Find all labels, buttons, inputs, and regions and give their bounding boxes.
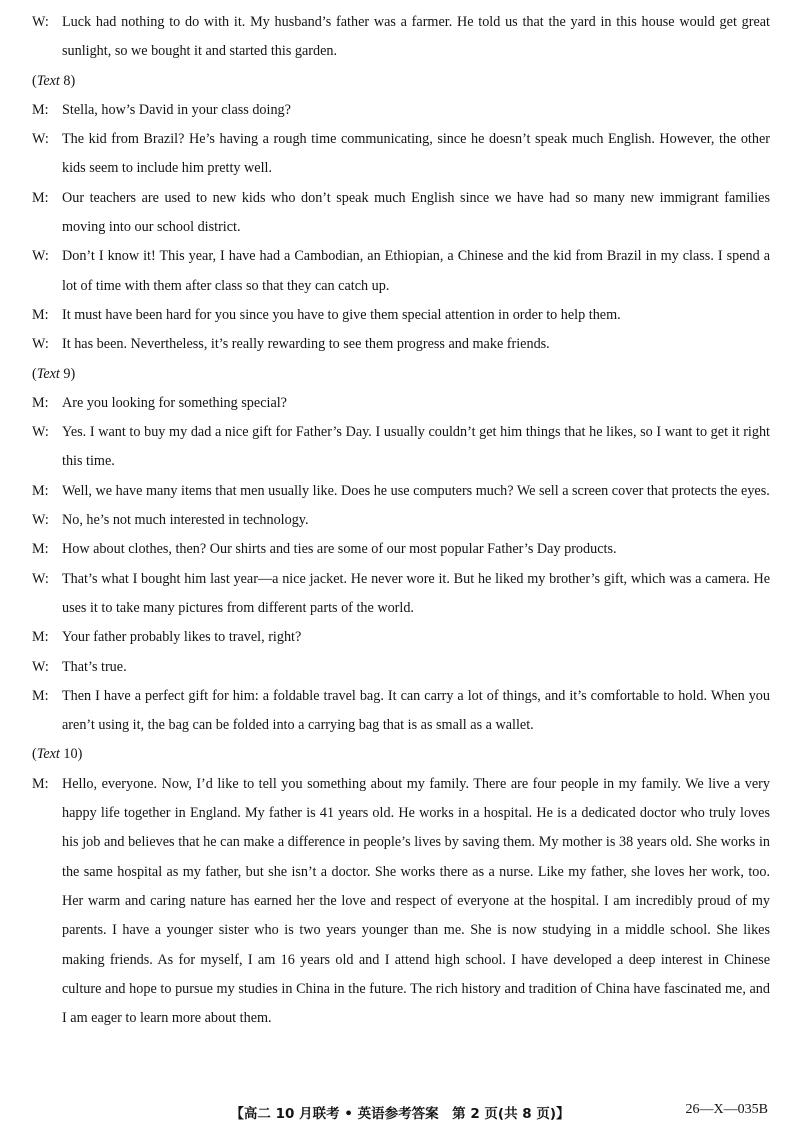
dialogue-line bbox=[32, 389, 770, 418]
dialogue-line bbox=[32, 770, 770, 1034]
utterance: Yes. I want to buy my dad a nice gift for Father’s Day. I usually couldn’t get him things that he likes, so I want to get it right this time. bbox=[62, 424, 770, 470]
speaker: M: bbox=[32, 306, 49, 323]
speaker: M: bbox=[32, 541, 49, 558]
document-body bbox=[32, 8, 770, 1033]
page-footer bbox=[0, 1102, 800, 1128]
dialogue-line bbox=[32, 682, 770, 741]
footer-title: 【高二 10 月联考 • 英语参考答案 第 2 页(共 8 页)】 bbox=[230, 1106, 570, 1122]
speaker: W: bbox=[32, 570, 49, 587]
utterance: It has been. Nevertheless, it’s really rewarding to see them progress and make friends. bbox=[62, 336, 550, 353]
utterance: That’s what I bought him last year—a nice jacket. He never wore it. But he liked my brother’s gift, which was a camera. He uses it to take many pictures from different parts of the world. bbox=[62, 570, 770, 616]
utterance: Well, we have many items that men usually like. Does he use computers much? We sell a screen cover that protects the eyes. bbox=[62, 482, 770, 499]
dialogue-line bbox=[32, 565, 770, 624]
speaker: M: bbox=[32, 775, 49, 792]
dialogue-line bbox=[32, 506, 770, 535]
speaker: M: bbox=[32, 101, 49, 118]
dialogue-line bbox=[32, 8, 770, 67]
utterance: Luck had nothing to do with it. My husband’s father was a farmer. He told us that the yard in this house would get great sunlight, so we bought it and started this garden. bbox=[62, 14, 770, 60]
speaker: M: bbox=[32, 482, 49, 499]
speaker: W: bbox=[32, 658, 49, 675]
section-label: (Text 9) bbox=[32, 365, 76, 382]
dialogue-line bbox=[32, 477, 770, 506]
utterance: Are you looking for something special? bbox=[62, 394, 287, 411]
speaker: M: bbox=[32, 189, 49, 206]
utterance: Your father probably likes to travel, right? bbox=[62, 629, 302, 646]
speaker: M: bbox=[32, 629, 49, 646]
dialogue-line bbox=[32, 330, 770, 359]
dialogue-line bbox=[32, 96, 770, 125]
utterance: Then I have a perfect gift for him: a foldable travel bag. It can carry a lot of things, and it’s comfortable to hold. When you aren’t using it, the bag can be folded into a carrying bag that is as small as a wallet. bbox=[62, 687, 770, 734]
utterance: It must have been hard for you since you have to give them special attention in order to help them. bbox=[62, 306, 621, 323]
utterance: Stella, how’s David in your class doing? bbox=[62, 101, 291, 118]
utterance: No, he’s not much interested in technology. bbox=[62, 512, 309, 529]
utterance: Our teachers are used to new kids who don’t speak much English since we have had so many new immigrant families moving into our school district. bbox=[62, 189, 770, 236]
utterance: Don’t I know it! This year, I have had a Cambodian, an Ethiopian, a Chinese and the kid from Brazil in my class. I spend a lot of time with them after class so that they can catch up. bbox=[62, 248, 770, 294]
speaker: W: bbox=[32, 424, 49, 441]
utterance: Hello, everyone. Now, I’d like to tell you something about my family. There are four people in my family. We live a very happy life together in England. My father is 41 years old. He works in a hospital. He is a dedicated doctor who truly loves his job and believes that he can make a difference in people’s lives by saving them. My mother is 38 years old. She works in the same hospital as my father, but she isn’t a doctor. She works there as a nurse. Like my father, she loves her work, too. Her warm and caring nature has earned her the love and respect of everyone at the hospital. I am incredibly proud of my parents. I have a younger sister who is two years younger than me. She is now studying in a middle school. She likes making friends. As for myself, I am 16 years old and I attend high school. I have developed a deep interest in Chinese culture and hope to pursue my studies in China in the future. The rich history and tradition of China have fascinated me, and I am eager to learn more about them. bbox=[62, 775, 770, 1027]
dialogue-line bbox=[32, 535, 770, 564]
utterance: The kid from Brazil? He’s having a rough time communicating, since he doesn’t speak much English. However, the other kids seem to include him pretty well. bbox=[62, 131, 770, 177]
speaker: W: bbox=[32, 248, 49, 265]
section-label: (Text 10) bbox=[32, 746, 83, 763]
dialogue-line bbox=[32, 301, 770, 330]
dialogue-line bbox=[32, 418, 770, 477]
speaker: W: bbox=[32, 14, 49, 30]
utterance: How about clothes, then? Our shirts and ties are some of our most popular Father’s Day products. bbox=[62, 541, 617, 558]
speaker: W: bbox=[32, 512, 49, 529]
dialogue-line bbox=[32, 653, 770, 682]
footer-code: 26—X—035B bbox=[685, 1102, 768, 1117]
speaker: W: bbox=[32, 131, 49, 148]
utterance: That’s true. bbox=[62, 658, 127, 675]
dialogue-line bbox=[32, 623, 770, 652]
section-label: (Text 8) bbox=[32, 72, 76, 89]
speaker: M: bbox=[32, 394, 49, 411]
speaker: M: bbox=[32, 687, 49, 704]
dialogue-line bbox=[32, 242, 770, 301]
dialogue-line bbox=[32, 125, 770, 184]
dialogue-line bbox=[32, 184, 770, 243]
speaker: W: bbox=[32, 336, 49, 353]
